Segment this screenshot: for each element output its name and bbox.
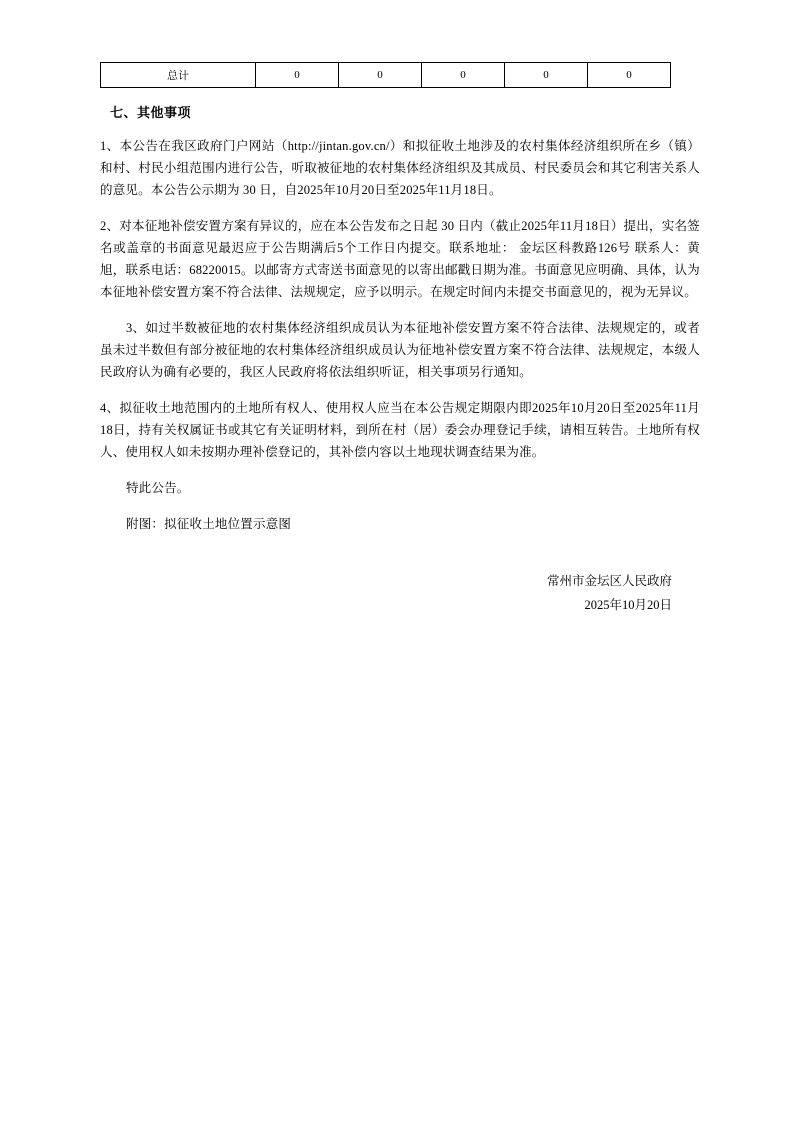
- paragraph-1: 1、本公告在我区政府门户网站（http://jintan.gov.cn/）和拟征收土地涉及的农村集体经济组织所在乡（镇）和村、村民小组范围内进行公告，听取被征地的农村集体经济组织及其成员、村民委员会和其它利害关系人的意见。本公告公示期为 30 日，自2025年10月20日至2025年11月18日。: [100, 139, 700, 197]
- table-cell-value: 0: [256, 63, 339, 88]
- table-cell-value: 0: [339, 63, 422, 88]
- table-cell-value: 0: [588, 63, 671, 88]
- section-heading: 七、其他事项: [110, 105, 192, 120]
- paragraph-2: 2、对本征地补偿安置方案有异议的，应在本公告发布之日起 30 日内（截止2025年11月18日）提出，实名签名或盖章的书面意见最迟应于公告期满后5个工作日内提交。联系地址： 金坛区科教路126号 联系人：黄旭，联系电话：68220015。以邮寄方式寄送书面意见的以寄出邮戳日期为准。书面意见应明确、具体，认为本征地补偿安置方案不符合法律、法规规定，应予以明示。在规定时间内未提交书面意见的，视为无异议。: [100, 219, 700, 299]
- summary-table: [100, 62, 671, 88]
- signature-block: [100, 569, 700, 617]
- document-content: [100, 62, 700, 617]
- table-cell-value: 0: [422, 63, 505, 88]
- signature-date: 2025年10月20日: [584, 598, 672, 612]
- table-cell-value: 0: [505, 63, 588, 88]
- table-row: [101, 63, 671, 88]
- paragraph-attachment: 附图：拟征收土地位置示意图: [126, 517, 292, 531]
- paragraph-3: 3、如过半数被征地的农村集体经济组织成员认为本征地补偿安置方案不符合法律、法规规定的，或者虽未过半数但有部分被征地的农村集体经济组织成员认为征地补偿安置方案不符合法律、法规规定，本级人民政府认为确有必要的，我区人民政府将依法组织听证，相关事项另行通知。: [100, 321, 700, 379]
- signature-issuer: 常州市金坛区人民政府: [546, 574, 672, 588]
- paragraph-4: 4、拟征收土地范围内的土地所有权人、使用权人应当在本公告规定期限内即2025年10月20日至2025年11月18日，持有关权属证书或其它有关证明材料，到所在村（居）委会办理登记手续，请相互转告。土地所有权人、使用权人如未按期办理补偿登记的，其补偿内容以土地现状调查结果为准。: [100, 401, 700, 459]
- table-row-label: 总计: [101, 63, 256, 88]
- paragraph-notice: 特此公告。: [126, 481, 190, 495]
